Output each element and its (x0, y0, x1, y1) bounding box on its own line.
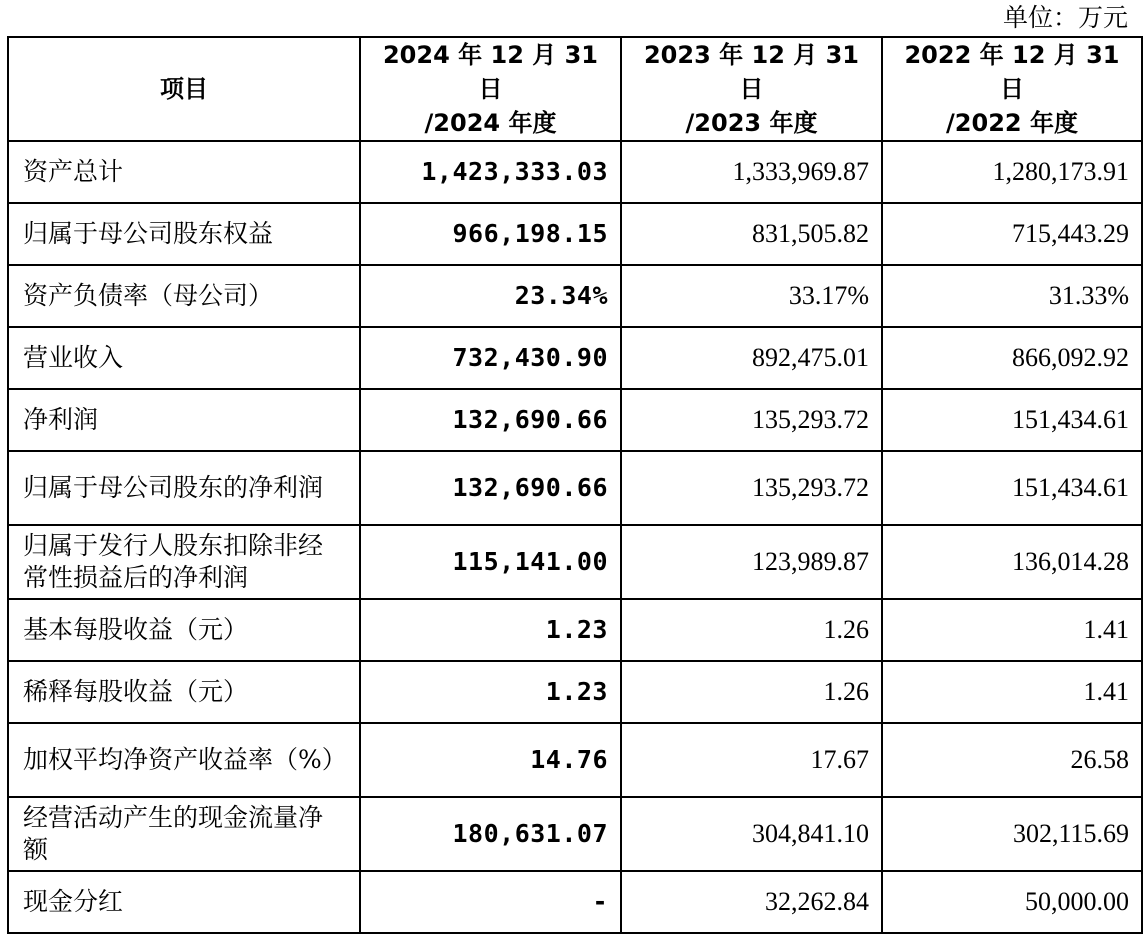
row-label: 资产总计 (8, 141, 360, 203)
table-row (8, 265, 1142, 327)
table-row (8, 141, 1142, 203)
value-2024: 180,631.07 (360, 797, 621, 871)
value-2022: 1.41 (882, 599, 1142, 661)
table-row (8, 871, 1142, 933)
value-2024: - (360, 871, 621, 933)
value-2023: 1,333,969.87 (621, 141, 882, 203)
value-2022: 866,092.92 (882, 327, 1142, 389)
value-2022: 151,434.61 (882, 451, 1142, 525)
header-2023 (621, 37, 882, 141)
value-2022: 26.58 (882, 723, 1142, 797)
table-row (8, 327, 1142, 389)
table-row (8, 451, 1142, 525)
value-2022: 1.41 (882, 661, 1142, 723)
table-header-row (8, 37, 1142, 141)
row-label: 归属于母公司股东权益 (8, 203, 360, 265)
header-2024 (360, 37, 621, 141)
table-row (8, 525, 1142, 599)
header-item-label: 项目 (160, 75, 208, 103)
header-2024-date: 2024 年 12 月 31 日 (382, 41, 598, 103)
header-2022-year: /2022 年度 (946, 109, 1078, 137)
value-2024: 1.23 (360, 599, 621, 661)
value-2023: 892,475.01 (621, 327, 882, 389)
row-label: 归属于发行人股东扣除非经常性损益后的净利润 (8, 525, 360, 599)
value-2022: 715,443.29 (882, 203, 1142, 265)
header-2023-year: /2023 年度 (685, 109, 818, 137)
value-2022: 31.33% (882, 265, 1142, 327)
value-2023: 135,293.72 (621, 389, 882, 451)
value-2023: 33.17% (621, 265, 882, 327)
value-2023: 123,989.87 (621, 525, 882, 599)
value-2023: 831,505.82 (621, 203, 882, 265)
header-2022 (882, 37, 1142, 141)
value-2023: 1.26 (621, 661, 882, 723)
value-2024: 966,198.15 (360, 203, 621, 265)
row-label: 营业收入 (8, 327, 360, 389)
row-label: 现金分红 (8, 871, 360, 933)
value-2022: 1,280,173.91 (882, 141, 1142, 203)
table-row (8, 797, 1142, 871)
header-2022-date: 2022 年 12 月 31 日 (904, 41, 1120, 103)
value-2023: 1.26 (621, 599, 882, 661)
value-2023: 135,293.72 (621, 451, 882, 525)
header-item (8, 37, 360, 141)
value-2023: 17.67 (621, 723, 882, 797)
value-2023: 32,262.84 (621, 871, 882, 933)
table-row (8, 661, 1142, 723)
value-2024: 115,141.00 (360, 525, 621, 599)
value-2024: 732,430.90 (360, 327, 621, 389)
value-2022: 302,115.69 (882, 797, 1142, 871)
row-label: 稀释每股收益（元） (8, 661, 360, 723)
value-2024: 132,690.66 (360, 389, 621, 451)
row-label: 净利润 (8, 389, 360, 451)
value-2022: 136,014.28 (882, 525, 1142, 599)
value-2024: 132,690.66 (360, 451, 621, 525)
financial-summary-table (7, 36, 1143, 934)
value-2022: 50,000.00 (882, 871, 1142, 933)
table-row (8, 723, 1142, 797)
unit-label: 单位：万元 (1002, 3, 1128, 32)
value-2023: 304,841.10 (621, 797, 882, 871)
value-2024: 23.34% (360, 265, 621, 327)
table-row (8, 389, 1142, 451)
value-2024: 1,423,333.03 (360, 141, 621, 203)
row-label: 基本每股收益（元） (8, 599, 360, 661)
row-label: 归属于母公司股东的净利润 (8, 451, 360, 525)
value-2024: 1.23 (360, 661, 621, 723)
row-label: 资产负债率（母公司） (8, 265, 360, 327)
row-label: 经营活动产生的现金流量净额 (8, 797, 360, 871)
header-2024-year: /2024 年度 (424, 109, 557, 137)
value-2024: 14.76 (360, 723, 621, 797)
value-2022: 151,434.61 (882, 389, 1142, 451)
table-row (8, 203, 1142, 265)
row-label: 加权平均净资产收益率（%） (8, 723, 360, 797)
header-2023-date: 2023 年 12 月 31 日 (643, 41, 859, 103)
table-row (8, 599, 1142, 661)
